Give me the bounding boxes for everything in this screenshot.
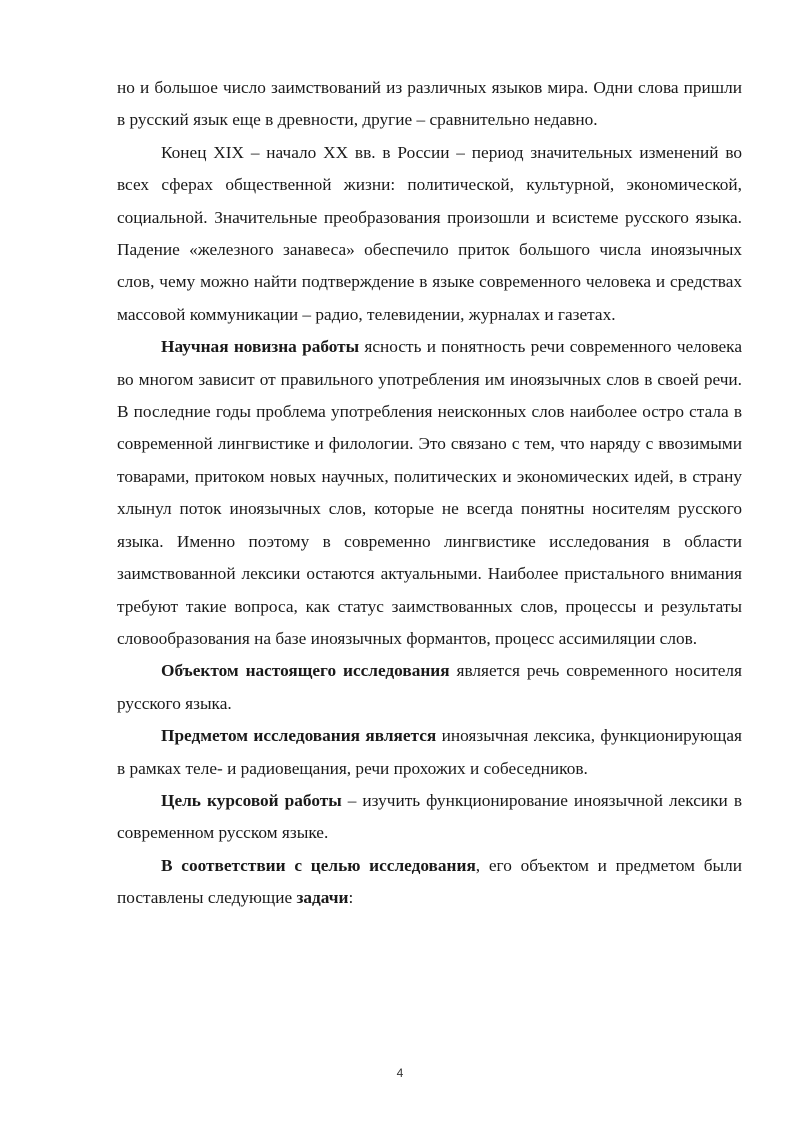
paragraph-lead: Предметом исследования является <box>161 726 437 746</box>
paragraph-text: , его объектом и предметом были поставлены следующие <box>117 855 742 908</box>
paragraph-text: но и большое число заимствований из различных языков мира. Одни слова пришли в русский язык еще в древности, другие – сравнительно недавно. <box>117 78 742 130</box>
paragraph-text: ясность и понятность речи современного человека во многом зависит от правильного употребления им иноязычных слов в своей речи. В последние годы проблема употребления неисконных слов наиболее остро стала в современной лингвистике и филологии. Это связано с тем, что наряду с ввозимыми товарами, притоком новых научных, политических и экономических идей, в страну хлынул поток иноязычных слов, которые не всегда понятны носителям русского языка. Именно поэтому в современно лингвистике исследования в области заимствованной лексики остаются актуальными. Наиболее пристального внимания требуют такие вопроса, как статус заимствованных слов, процессы и результаты словообразования на базе иноязычных формантов, процесс ассимиляции слов. <box>117 337 742 648</box>
paragraph-borrowings-intro <box>117 72 742 137</box>
document-page <box>117 72 742 915</box>
paragraph-text: – изучить функционирование иноязычной лексики в современном русском языке. <box>117 790 742 843</box>
paragraph-text: является речь современного носителя русского языка. <box>117 661 742 713</box>
paragraph-scientific-novelty <box>117 331 742 655</box>
paragraph-research-subject <box>117 720 742 785</box>
paragraph-tail: : <box>348 888 354 908</box>
page-number: 4 <box>396 1066 404 1080</box>
paragraph-text: иноязычная лексика, функционирующая в рамках теле- и радиовещания, речи прохожих и собеседников. <box>117 726 742 778</box>
paragraph-historical-context <box>117 137 742 331</box>
paragraph-lead: Объектом настоящего исследования <box>161 661 450 681</box>
paragraph-lead: Научная новизна работы <box>161 337 360 357</box>
paragraph-text: Конец XIX – начало XX вв. в России – период значительных изменений во всех сферах общественной жизни: политической, культурной, экономической, социальной. Значительные преобразования произошли и всистеме русского языка. Падение «железного занавеса» обеспечило приток большого числа иноязычных слов, чему можно найти подтверждение в языке современного человека и средствах массовой коммуникации – радио, телевидении, журналах и газетах. <box>117 142 742 324</box>
paragraph-lead: Цель курсовой работы <box>161 790 342 810</box>
paragraph-research-object <box>117 655 742 720</box>
paragraph-tail-bold: задачи <box>296 888 349 908</box>
paragraph-research-tasks <box>117 850 742 915</box>
paragraph-coursework-goal <box>117 785 742 850</box>
paragraph-lead: В соответствии с целью исследования <box>161 855 476 875</box>
